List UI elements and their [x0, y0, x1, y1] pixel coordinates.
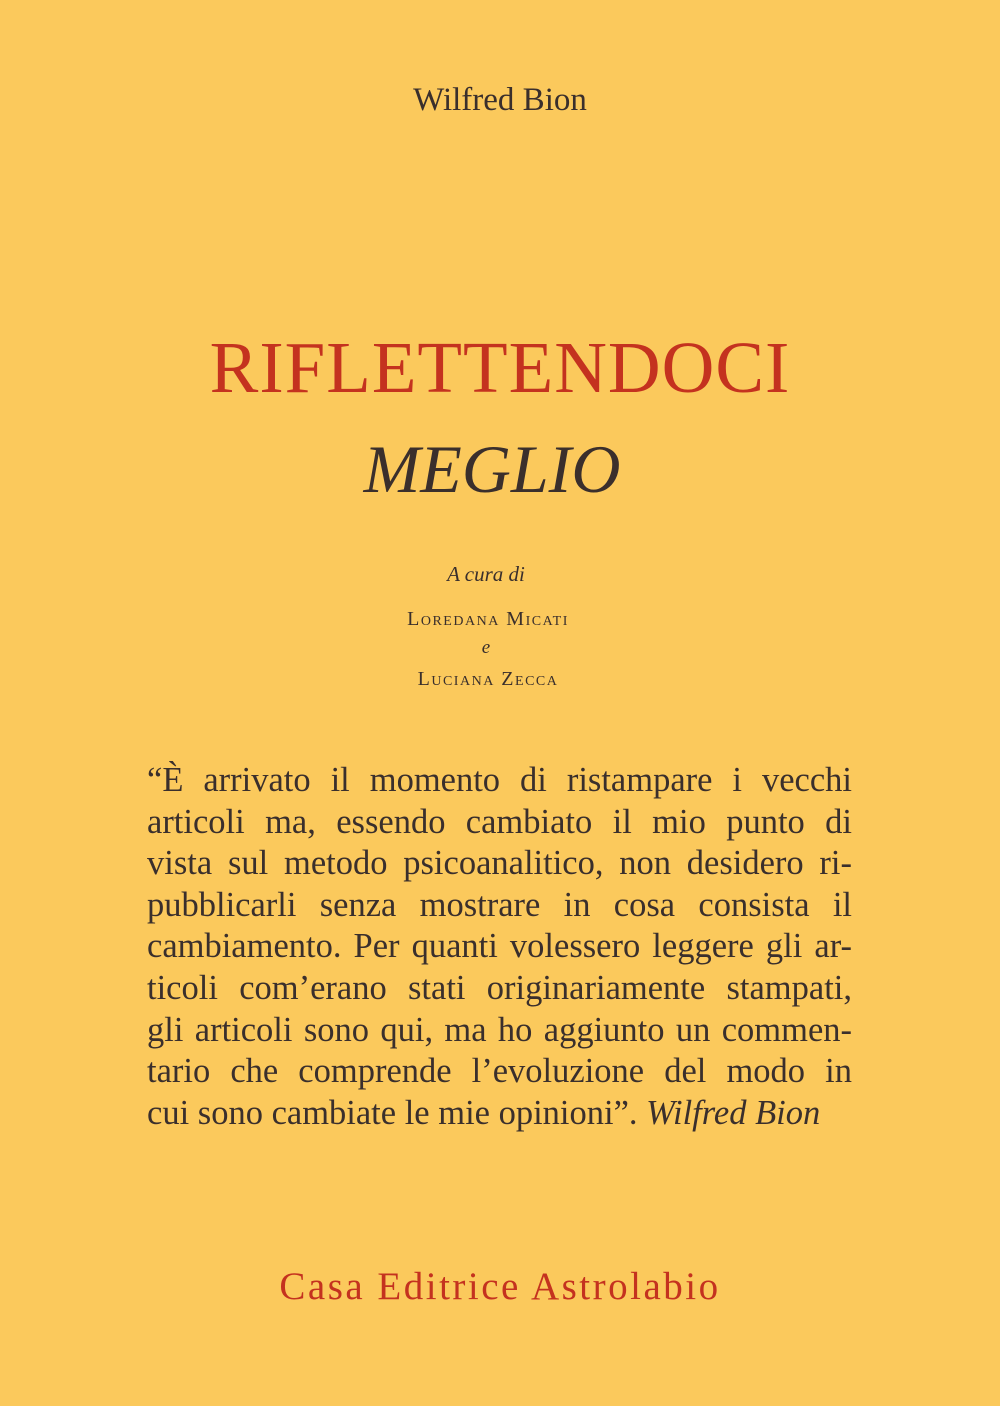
author-name: Wilfred Bion: [413, 82, 587, 118]
editor-name: Loredana Micati: [407, 608, 569, 630]
quote-line: cambiamento. Per quanti volessero leggere gli ar-: [147, 927, 852, 966]
back-quote: [147, 760, 852, 1134]
quote-line: articoli ma, essendo cambiato il mio punto di: [147, 802, 852, 841]
quote-attribution: Wilfred Bion: [646, 1093, 821, 1132]
editors-conjunction: e: [481, 637, 491, 658]
book-subtitle: MEGLIO: [363, 431, 621, 507]
book-title: RIFLETTENDOCI: [209, 327, 791, 408]
editors-label: A cura di: [447, 562, 525, 586]
quote-line: ticoli com’erano stati originariamente stampati,: [147, 968, 852, 1007]
publisher-name: Casa Editrice Astrolabio: [279, 1265, 721, 1308]
quote-line: vista sul metodo psicoanalitico, non desidero ri-: [147, 844, 852, 883]
quote-line: pubblicarli senza mostrare in cosa consista il: [147, 885, 852, 924]
quote-line: gli articoli sono qui, ma ho aggiunto un commen-: [147, 1010, 852, 1049]
editor-name: Luciana Zecca: [417, 668, 559, 690]
quote-line: cui sono cambiate le mie opinioni”.: [147, 1093, 638, 1132]
quote-line: tario che comprende l’evoluzione del modo in: [147, 1052, 852, 1091]
quote-last-line: [147, 1093, 852, 1135]
quote-line: “È arrivato il momento di ristampare i vecchi: [147, 761, 852, 799]
